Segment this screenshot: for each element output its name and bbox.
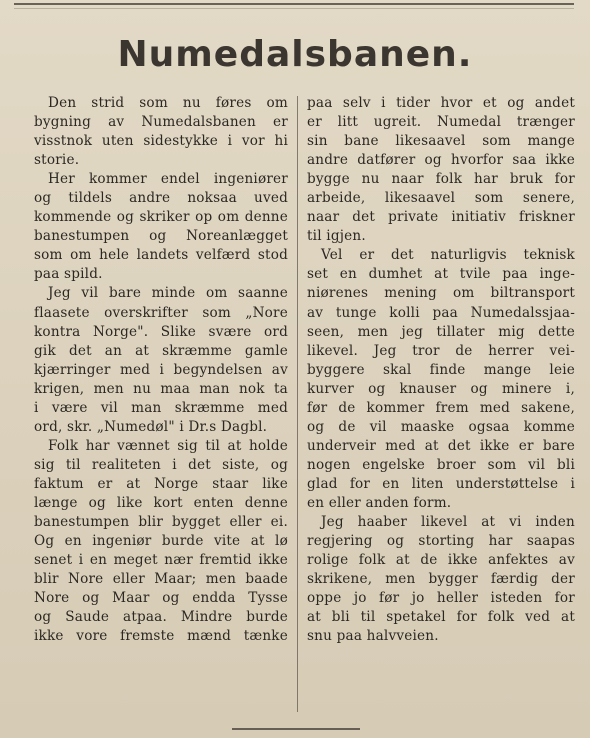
text-line: paa spild. [34, 266, 103, 283]
text-line: og Saude atpaa. Mindre burde [34, 609, 288, 626]
text-line: en eller anden form. [307, 494, 452, 511]
text-line: naar det private initiativ friskner [307, 209, 575, 226]
text-line: i være vil man skræmme med [34, 399, 288, 416]
text-line: faktum er at Norge staar like [34, 475, 288, 492]
text-line: storie. [34, 152, 80, 169]
text-line: regjering og storting har saapas [307, 533, 575, 550]
text-line: nogen engelske broer som vil bli [307, 456, 575, 473]
top-rule [14, 3, 574, 5]
text-line: niørenes mening om biltransport [307, 285, 575, 302]
text-line: oppe jo før jo heller isteden for [307, 590, 575, 607]
text-line: Folk har vænnet sig til at holde [48, 437, 288, 454]
text-line: Her kommer endel ingeniører [48, 171, 288, 188]
text-line: som om hele landets velfærd stod [34, 247, 288, 264]
text-line: længe og like kort enten denne [34, 494, 288, 511]
text-line: kommende og skriker op om denne [34, 209, 288, 226]
text-line: set en dumhet at tvile paa inge- [307, 266, 575, 283]
text-line: bygge nu naar folk har bruk for [307, 171, 575, 188]
text-line: og tildels andre noksaa uved [34, 190, 288, 207]
article-title: Numedalsbanen. [117, 34, 473, 75]
text-line: ikke vore fremste mænd tænke [34, 628, 288, 645]
text-line: seen, men jeg tillater mig dette [307, 323, 575, 340]
text-line: sin bane likesaavel som mange [307, 133, 575, 150]
text-line: blir Nore eller Maar; men baade [34, 571, 288, 588]
text-line: gik det an at skræmme gamle [34, 342, 288, 359]
left-column [34, 94, 288, 646]
text-line: er litt ugreit. Numedal trænger [307, 114, 575, 131]
text-line: før de kommer frem med sakene, [307, 399, 575, 416]
text-line: arbeide, likesaavel som senere, [307, 190, 575, 207]
text-line: Og en ingeniør burde vite at lø [34, 533, 288, 550]
text-line: banestumpen blir bygget eller ei. [34, 514, 288, 531]
text-line: ord, skr. „Numedøl" i Dr.s Dagbl. [34, 418, 268, 435]
text-line: Vel er det naturligvis teknisk [321, 247, 575, 264]
text-line: av tunge kolli paa Numedalssjaa- [307, 304, 575, 321]
text-line: skrikene, men bygger færdig der [307, 571, 575, 588]
text-line: kjærringer med i begyndelsen av [34, 361, 288, 378]
text-line: Jeg vil bare minde om saanne [48, 285, 288, 302]
text-line: paa selv i tider hvor et og andet [307, 95, 575, 111]
text-line: til igjen. [307, 228, 366, 245]
right-column [307, 94, 575, 646]
text-line: kontra Norge". Slike svære ord [34, 323, 288, 340]
column-divider [297, 96, 298, 712]
text-line: rolige folk at de ikke anfektes av [307, 552, 575, 569]
text-line: banestumpen og Noreanlægget [34, 228, 288, 245]
text-line: Den strid som nu føres om [48, 95, 288, 111]
text-line: underveir med at det ikke er bare [307, 437, 575, 454]
text-line: Jeg haaber likevel at vi inden [321, 514, 575, 531]
top-rule-thin [14, 8, 574, 9]
text-line: senet i en meget nær fremtid ikke [34, 552, 288, 569]
text-line: visstnok uten sidestykke i vor hi [34, 133, 288, 150]
text-line: andre datfører og hvorfor saa ikke [307, 152, 575, 169]
text-line: bygning av Numedalsbanen er [34, 114, 288, 131]
text-line: snu paa halvveien. [307, 628, 439, 645]
text-line: at bli til spetakel for folk ved at [307, 609, 575, 626]
text-line: sig til realiteten i det siste, og [34, 456, 288, 473]
text-line: glad for en liten understøttelse i [307, 475, 575, 492]
text-line: krigen, men nu maa man nok ta [34, 380, 288, 397]
text-line: likevel. Jeg tror de herrer vei- [307, 342, 575, 359]
text-line: Nore og Maar og endda Tysse [34, 590, 288, 607]
bottom-rule [232, 728, 360, 730]
text-line: kurver og knauser og minere i, [307, 380, 575, 397]
text-line: byggere skal finde mange leie [307, 361, 575, 378]
text-line: flaasete overskrifter som „Nore [34, 304, 288, 321]
text-line: og de vil maaske ogsaa komme [307, 418, 575, 435]
